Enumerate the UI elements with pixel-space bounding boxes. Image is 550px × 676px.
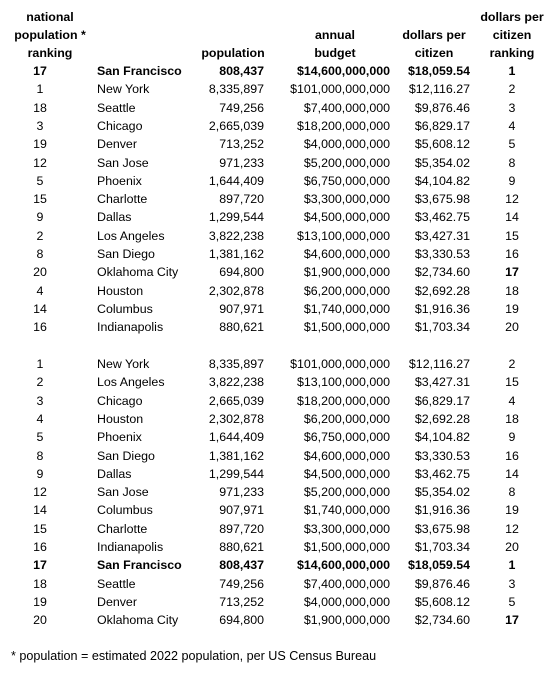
rank-cell: 1 (36, 357, 44, 371)
population-cell: 694,800 (219, 265, 264, 280)
table-row (0, 593, 550, 611)
population-cell: 880,621 (219, 320, 264, 335)
dollars-rank-cell: 19 (505, 503, 519, 518)
rank-cell: 12 (33, 485, 47, 500)
dollars-rank-cell: 5 (508, 594, 516, 609)
rank-cell: 2 (36, 375, 44, 390)
dollars-rank-cell: 3 (508, 100, 516, 115)
rank-cell: 15 (33, 521, 47, 536)
dollars-per-citizen-cell: $9,876.46 (414, 100, 470, 115)
rank-cell: 17 (33, 558, 47, 573)
table-row (0, 99, 550, 117)
header-dollars-rank-line: citizen (492, 28, 532, 42)
population-cell: 713,252 (219, 594, 264, 609)
dollars-rank-cell: 12 (505, 192, 519, 207)
dollars-rank-cell: 9 (508, 430, 516, 445)
city-cell: New York (97, 82, 150, 97)
city-cell: Houston (97, 411, 144, 426)
budget-cell: $101,000,000,000 (290, 82, 390, 97)
city-cell: Seattle (97, 576, 136, 591)
header-dollars-per-citizen-ranking (472, 8, 550, 62)
budget-cell: $18,200,000,000 (296, 118, 390, 133)
table-row (0, 318, 550, 336)
budget-cell: $4,500,000,000 (303, 466, 390, 481)
budget-cell: $3,300,000,000 (303, 521, 390, 536)
dollars-per-citizen-cell: $1,916.36 (414, 301, 470, 316)
city-cell: Chicago (97, 393, 143, 408)
rank-cell: 9 (36, 466, 44, 481)
dollars-per-citizen-cell: $4,104.82 (414, 173, 470, 188)
population-cell: 897,720 (219, 521, 264, 536)
table-row (0, 227, 550, 245)
city-cell: New York (97, 357, 150, 371)
budget-cell: $6,750,000,000 (303, 173, 390, 188)
header-dollars-line: dollars per (402, 28, 466, 42)
footnote: * population = estimated 2022 population, per US Census Bureau (11, 649, 377, 663)
population-cell: 8,335,897 (208, 82, 264, 97)
dollars-rank-cell: 12 (505, 521, 519, 536)
budget-cell: $5,200,000,000 (303, 485, 390, 500)
population-cell: 1,381,162 (208, 247, 264, 261)
city-cell: Denver (97, 594, 137, 609)
budget-cell: $1,500,000,000 (303, 320, 390, 335)
population-cell: 907,971 (219, 503, 264, 518)
table-row (0, 575, 550, 593)
population-cell: 1,644,409 (208, 173, 264, 188)
rank-cell: 4 (36, 283, 44, 298)
budget-cell: $18,200,000,000 (296, 393, 390, 408)
dollars-per-citizen-cell: $12,116.27 (408, 82, 470, 97)
city-cell: Charlotte (97, 192, 148, 207)
budget-cell: $1,900,000,000 (303, 265, 390, 280)
population-cell: 808,437 (219, 64, 264, 78)
city-cell: Seattle (97, 100, 136, 115)
rank-cell: 3 (36, 118, 44, 133)
dollars-per-citizen-cell: $5,608.12 (414, 594, 470, 609)
dollars-rank-cell: 4 (508, 118, 516, 133)
dollars-per-citizen-cell: $18,059.54 (407, 64, 470, 78)
dollars-rank-cell: 14 (505, 466, 519, 481)
budget-cell: $7,400,000,000 (303, 576, 390, 591)
city-cell: Houston (97, 283, 144, 298)
city-cell: Denver (97, 137, 137, 152)
dollars-per-citizen-cell: $3,330.53 (414, 448, 470, 463)
dollars-rank-cell: 2 (508, 357, 516, 371)
table-row (0, 62, 550, 80)
budget-cell: $1,740,000,000 (303, 301, 390, 316)
dollars-per-citizen-cell: $2,734.60 (414, 265, 470, 280)
dollars-rank-cell: 9 (508, 173, 516, 188)
dollars-rank-cell: 15 (505, 228, 519, 243)
table-row (0, 80, 550, 98)
city-cell: Indianapolis (97, 320, 164, 335)
dollars-rank-cell: 4 (508, 393, 516, 408)
budget-cell: $1,740,000,000 (303, 503, 390, 518)
dollars-rank-cell: 17 (505, 265, 519, 280)
city-cell: Phoenix (97, 430, 142, 445)
city-cell: Phoenix (97, 173, 142, 188)
population-cell: 8,335,897 (208, 357, 264, 371)
population-cell: 749,256 (219, 100, 264, 115)
dollars-rank-cell: 5 (508, 137, 516, 152)
dollars-per-citizen-cell: $12,116.27 (408, 357, 470, 371)
dollars-rank-cell: 15 (505, 375, 519, 390)
rank-cell: 2 (36, 228, 44, 243)
dollars-per-citizen-cell: $2,734.60 (414, 613, 470, 628)
budget-cell: $101,000,000,000 (290, 357, 390, 371)
dollars-rank-cell: 18 (505, 411, 519, 426)
rank-cell: 16 (33, 320, 47, 335)
dollars-per-citizen-cell: $3,427.31 (414, 228, 470, 243)
city-cell: Dallas (97, 210, 132, 225)
city-cell: Los Angeles (97, 375, 165, 390)
table-row (0, 520, 550, 538)
rank-cell: 16 (33, 540, 47, 554)
population-cell: 2,302,878 (208, 411, 264, 426)
city-cell: San Francisco (97, 64, 182, 78)
dollars-per-citizen-cell: $6,829.17 (414, 118, 470, 133)
rank-cell: 15 (33, 192, 47, 207)
budget-cell: $4,600,000,000 (303, 247, 390, 261)
table-row (0, 483, 550, 501)
dollars-per-citizen-cell: $1,703.34 (414, 320, 470, 335)
dollars-per-citizen-cell: $3,675.98 (414, 192, 470, 207)
budget-cell: $13,100,000,000 (296, 228, 390, 243)
budget-cell: $1,500,000,000 (303, 540, 390, 554)
budget-cell: $4,000,000,000 (303, 594, 390, 609)
city-cell: San Diego (97, 448, 155, 463)
table-row (0, 556, 550, 574)
dollars-rank-cell: 3 (508, 576, 516, 591)
population-cell: 971,233 (219, 485, 264, 500)
budget-cell: $6,750,000,000 (303, 430, 390, 445)
rank-cell: 18 (33, 576, 47, 591)
table-row (0, 611, 550, 629)
dollars-per-citizen-cell: $5,354.02 (414, 485, 470, 500)
population-cell: 2,665,039 (208, 118, 264, 133)
header-population (188, 44, 278, 62)
header-rank-line: ranking (27, 46, 73, 60)
dollars-rank-cell: 1 (508, 558, 516, 573)
population-cell: 1,381,162 (208, 448, 264, 463)
header-dollars-per-citizen (392, 26, 476, 62)
dollars-per-citizen-cell: $2,692.28 (414, 283, 470, 298)
city-cell: Columbus (97, 503, 153, 518)
table-row (0, 208, 550, 226)
table-row (0, 447, 550, 465)
header-budget-line: budget (314, 46, 356, 60)
table-row (0, 300, 550, 318)
dollars-rank-cell: 20 (505, 540, 519, 554)
population-cell: 907,971 (219, 301, 264, 316)
city-cell: Indianapolis (97, 540, 164, 554)
table-row (0, 465, 550, 483)
dollars-rank-cell: 8 (508, 155, 516, 170)
population-cell: 1,299,544 (208, 210, 264, 225)
rank-cell: 8 (36, 448, 44, 463)
table-row (0, 117, 550, 135)
budget-cell: $14,600,000,000 (296, 558, 390, 573)
budget-cell: $4,500,000,000 (303, 210, 390, 225)
budget-cell: $6,200,000,000 (303, 411, 390, 426)
table-row (0, 410, 550, 428)
dollars-rank-cell: 2 (508, 82, 516, 97)
budget-cell: $5,200,000,000 (303, 155, 390, 170)
table-row (0, 245, 550, 263)
budget-cell: $1,900,000,000 (303, 613, 390, 628)
rank-cell: 14 (33, 301, 47, 316)
dollars-rank-cell: 20 (505, 320, 519, 335)
city-cell: San Diego (97, 247, 155, 261)
header-dollars-rank-line: ranking (489, 46, 535, 60)
city-cell: Columbus (97, 301, 153, 316)
city-cell: Oklahoma City (97, 265, 179, 280)
dollars-per-citizen-cell: $4,104.82 (414, 430, 470, 445)
header-population-line: population (201, 46, 265, 60)
budget-cell: $4,600,000,000 (303, 448, 390, 463)
dollars-per-citizen-cell: $6,829.17 (414, 393, 470, 408)
population-cell: 694,800 (219, 613, 264, 628)
dollars-rank-cell: 1 (508, 64, 516, 78)
population-cell: 749,256 (219, 576, 264, 591)
dollars-per-citizen-cell: $5,354.02 (414, 155, 470, 170)
header-rank-line: population * (14, 28, 86, 42)
dollars-rank-cell: 14 (505, 210, 519, 225)
rank-cell: 4 (36, 411, 44, 426)
rank-cell: 12 (33, 155, 47, 170)
dollars-rank-cell: 16 (505, 247, 519, 261)
dollars-per-citizen-cell: $3,462.75 (414, 466, 470, 481)
dollars-per-citizen-cell: $2,692.28 (414, 411, 470, 426)
rank-cell: 5 (36, 173, 44, 188)
table-row (0, 428, 550, 446)
dollars-per-citizen-cell: $3,462.75 (414, 210, 470, 225)
table-row (0, 392, 550, 410)
city-cell: San Jose (97, 485, 149, 500)
population-cell: 2,302,878 (208, 283, 264, 298)
rank-cell: 17 (33, 64, 47, 78)
rank-cell: 1 (36, 82, 44, 97)
city-cell: Los Angeles (97, 228, 165, 243)
dollars-rank-cell: 18 (505, 283, 519, 298)
header-dollars-rank-line: dollars per (480, 10, 544, 24)
budget-cell: $13,100,000,000 (296, 375, 390, 390)
budget-cell: $4,000,000,000 (303, 137, 390, 152)
dollars-rank-cell: 16 (505, 448, 519, 463)
rank-cell: 20 (33, 613, 47, 628)
rank-cell: 19 (33, 594, 47, 609)
budget-cell: $7,400,000,000 (303, 100, 390, 115)
population-cell: 880,621 (219, 540, 264, 554)
table-row (0, 154, 550, 172)
rank-cell: 20 (33, 265, 47, 280)
population-cell: 2,665,039 (208, 393, 264, 408)
table-row (0, 373, 550, 391)
dollars-per-citizen-cell: $1,916.36 (414, 503, 470, 518)
table-row (0, 172, 550, 190)
dollars-per-citizen-cell: $18,059.54 (407, 558, 470, 573)
dollars-per-citizen-cell: $3,675.98 (414, 521, 470, 536)
city-cell: Oklahoma City (97, 613, 179, 628)
city-cell: Charlotte (97, 521, 148, 536)
dollars-per-citizen-cell: $3,330.53 (414, 247, 470, 261)
population-cell: 3,822,238 (208, 228, 264, 243)
rank-cell: 18 (33, 100, 47, 115)
header-dollars-line: citizen (414, 46, 454, 60)
city-cell: Chicago (97, 118, 143, 133)
header-rank-line: national (26, 10, 74, 24)
rank-cell: 9 (36, 210, 44, 225)
dollars-per-citizen-cell: $9,876.46 (414, 576, 470, 591)
table-row (0, 538, 550, 556)
header-annual-budget (295, 26, 375, 62)
population-cell: 713,252 (219, 137, 264, 152)
dollars-rank-cell: 19 (505, 301, 519, 316)
header-national-population-ranking (5, 8, 95, 62)
rank-cell: 5 (36, 430, 44, 445)
population-cell: 897,720 (219, 192, 264, 207)
header-budget-line: annual (315, 28, 355, 42)
budget-cell: $3,300,000,000 (303, 192, 390, 207)
table-row (0, 263, 550, 281)
population-cell: 1,644,409 (208, 430, 264, 445)
table-row (0, 282, 550, 300)
city-cell: San Francisco (97, 558, 182, 573)
budget-cell: $6,200,000,000 (303, 283, 390, 298)
table-row (0, 501, 550, 519)
dollars-per-citizen-cell: $1,703.34 (414, 540, 470, 554)
rank-cell: 19 (33, 137, 47, 152)
population-cell: 808,437 (219, 558, 264, 573)
population-cell: 971,233 (219, 155, 264, 170)
population-cell: 3,822,238 (208, 375, 264, 390)
budget-cell: $14,600,000,000 (296, 64, 390, 78)
rank-cell: 14 (33, 503, 47, 518)
population-cell: 1,299,544 (208, 466, 264, 481)
dollars-per-citizen-cell: $5,608.12 (414, 137, 470, 152)
city-cell: San Jose (97, 155, 149, 170)
rank-cell: 8 (36, 247, 44, 261)
dollars-per-citizen-cell: $3,427.31 (414, 375, 470, 390)
city-cell: Dallas (97, 466, 132, 481)
table-row (0, 190, 550, 208)
rank-cell: 3 (36, 393, 44, 408)
table-row (0, 135, 550, 153)
dollars-rank-cell: 17 (505, 613, 519, 628)
table-row (0, 355, 550, 373)
dollars-rank-cell: 8 (508, 485, 516, 500)
